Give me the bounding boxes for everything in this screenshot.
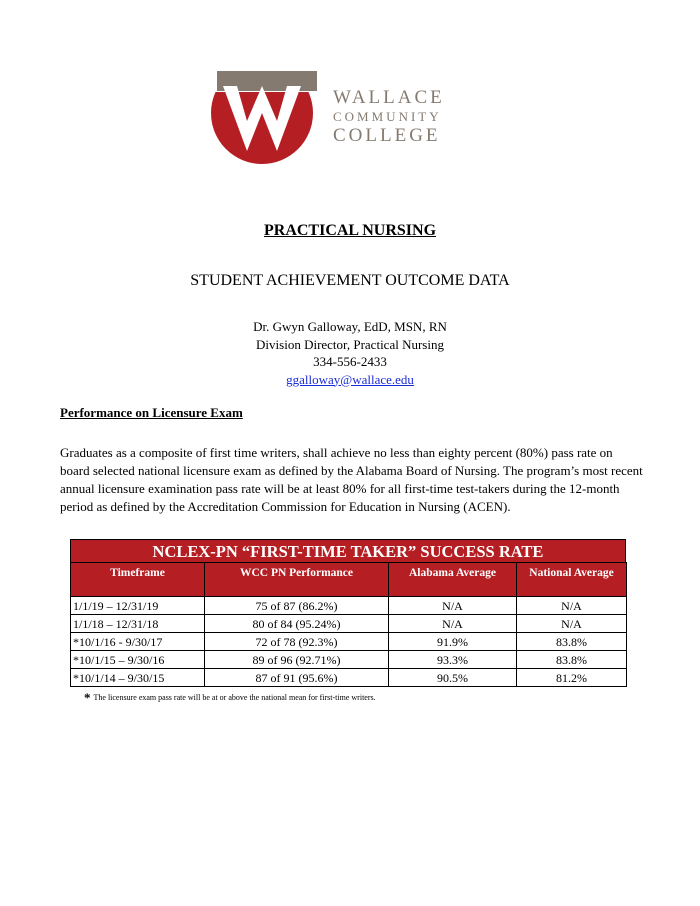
footnote-marker: * [84,690,91,705]
table-row [71,651,627,669]
cell-alabama: N/A [389,615,517,633]
cell-national: 83.8% [517,633,627,651]
cell-wcc: 89 of 96 (92.71%) [205,651,389,669]
college-logo [205,56,445,170]
footnote-text: The licensure exam pass rate will be at or above the national mean for first-time writers. [93,693,376,702]
success-rate-table [70,539,626,687]
cell-timeframe: *10/1/16 - 9/30/17 [71,633,205,651]
contact-role: Division Director, Practical Nursing [256,336,444,352]
cell-national: N/A [517,597,627,615]
table-row [71,597,627,615]
header-national-average: National Average [517,563,627,597]
logo-line-1: WALLACE [333,87,445,108]
page-title: PRACTICAL NURSING [263,222,437,239]
table-title: NCLEX-PN “FIRST-TIME TAKER” SUCCESS RATE [70,539,626,562]
table-row [71,633,627,651]
header-timeframe: Timeframe [71,563,205,597]
page-subtitle: STUDENT ACHIEVEMENT OUTCOME DATA [190,272,510,289]
cell-wcc: 80 of 84 (95.24%) [205,615,389,633]
cell-alabama: 90.5% [389,669,517,687]
table-header-row [71,563,627,597]
logo-line-3: COLLEGE [333,125,441,146]
cell-national: N/A [517,615,627,633]
cell-national: 83.8% [517,651,627,669]
body-paragraph: Graduates as a composite of first time writers, shall achieve no less than eighty percent (80%) pass rate on board selected national licensure exam as defined by the Alabama Board of Nursing. The program’s most recent annual licensure examination pass rate will be at least 80% for all first-time test-takers during the 12-month period as defined by the Accreditation Commission for Education in Nursing (ACEN). [60,445,643,514]
contact-block [0,318,700,388]
table-row [71,669,627,687]
cell-alabama: N/A [389,597,517,615]
cell-wcc: 87 of 91 (95.6%) [205,669,389,687]
logo-line-2: COMMUNITY [333,109,442,124]
cell-timeframe: *10/1/14 – 9/30/15 [71,669,205,687]
cell-national: 81.2% [517,669,627,687]
cell-alabama: 91.9% [389,633,517,651]
table-row [71,615,627,633]
contact-name: Dr. Gwyn Galloway, EdD, MSN, RN [253,319,447,334]
cell-wcc: 72 of 78 (92.3%) [205,633,389,651]
cell-wcc: 75 of 87 (86.2%) [205,597,389,615]
header-alabama-average: Alabama Average [389,563,517,597]
section-heading: Performance on Licensure Exam [60,405,243,420]
cell-timeframe: *10/1/15 – 9/30/16 [71,651,205,669]
contact-phone: 334-556-2433 [313,354,387,369]
contact-email-link[interactable]: ggalloway@wallace.edu [286,371,414,387]
cell-timeframe: 1/1/18 – 12/31/18 [71,615,205,633]
header-wcc-performance: WCC PN Performance [205,563,389,597]
cell-alabama: 93.3% [389,651,517,669]
logo-emblem-icon [205,56,335,170]
cell-timeframe: 1/1/19 – 12/31/19 [71,597,205,615]
logo-wordmark [333,88,445,145]
footnote [84,690,376,706]
